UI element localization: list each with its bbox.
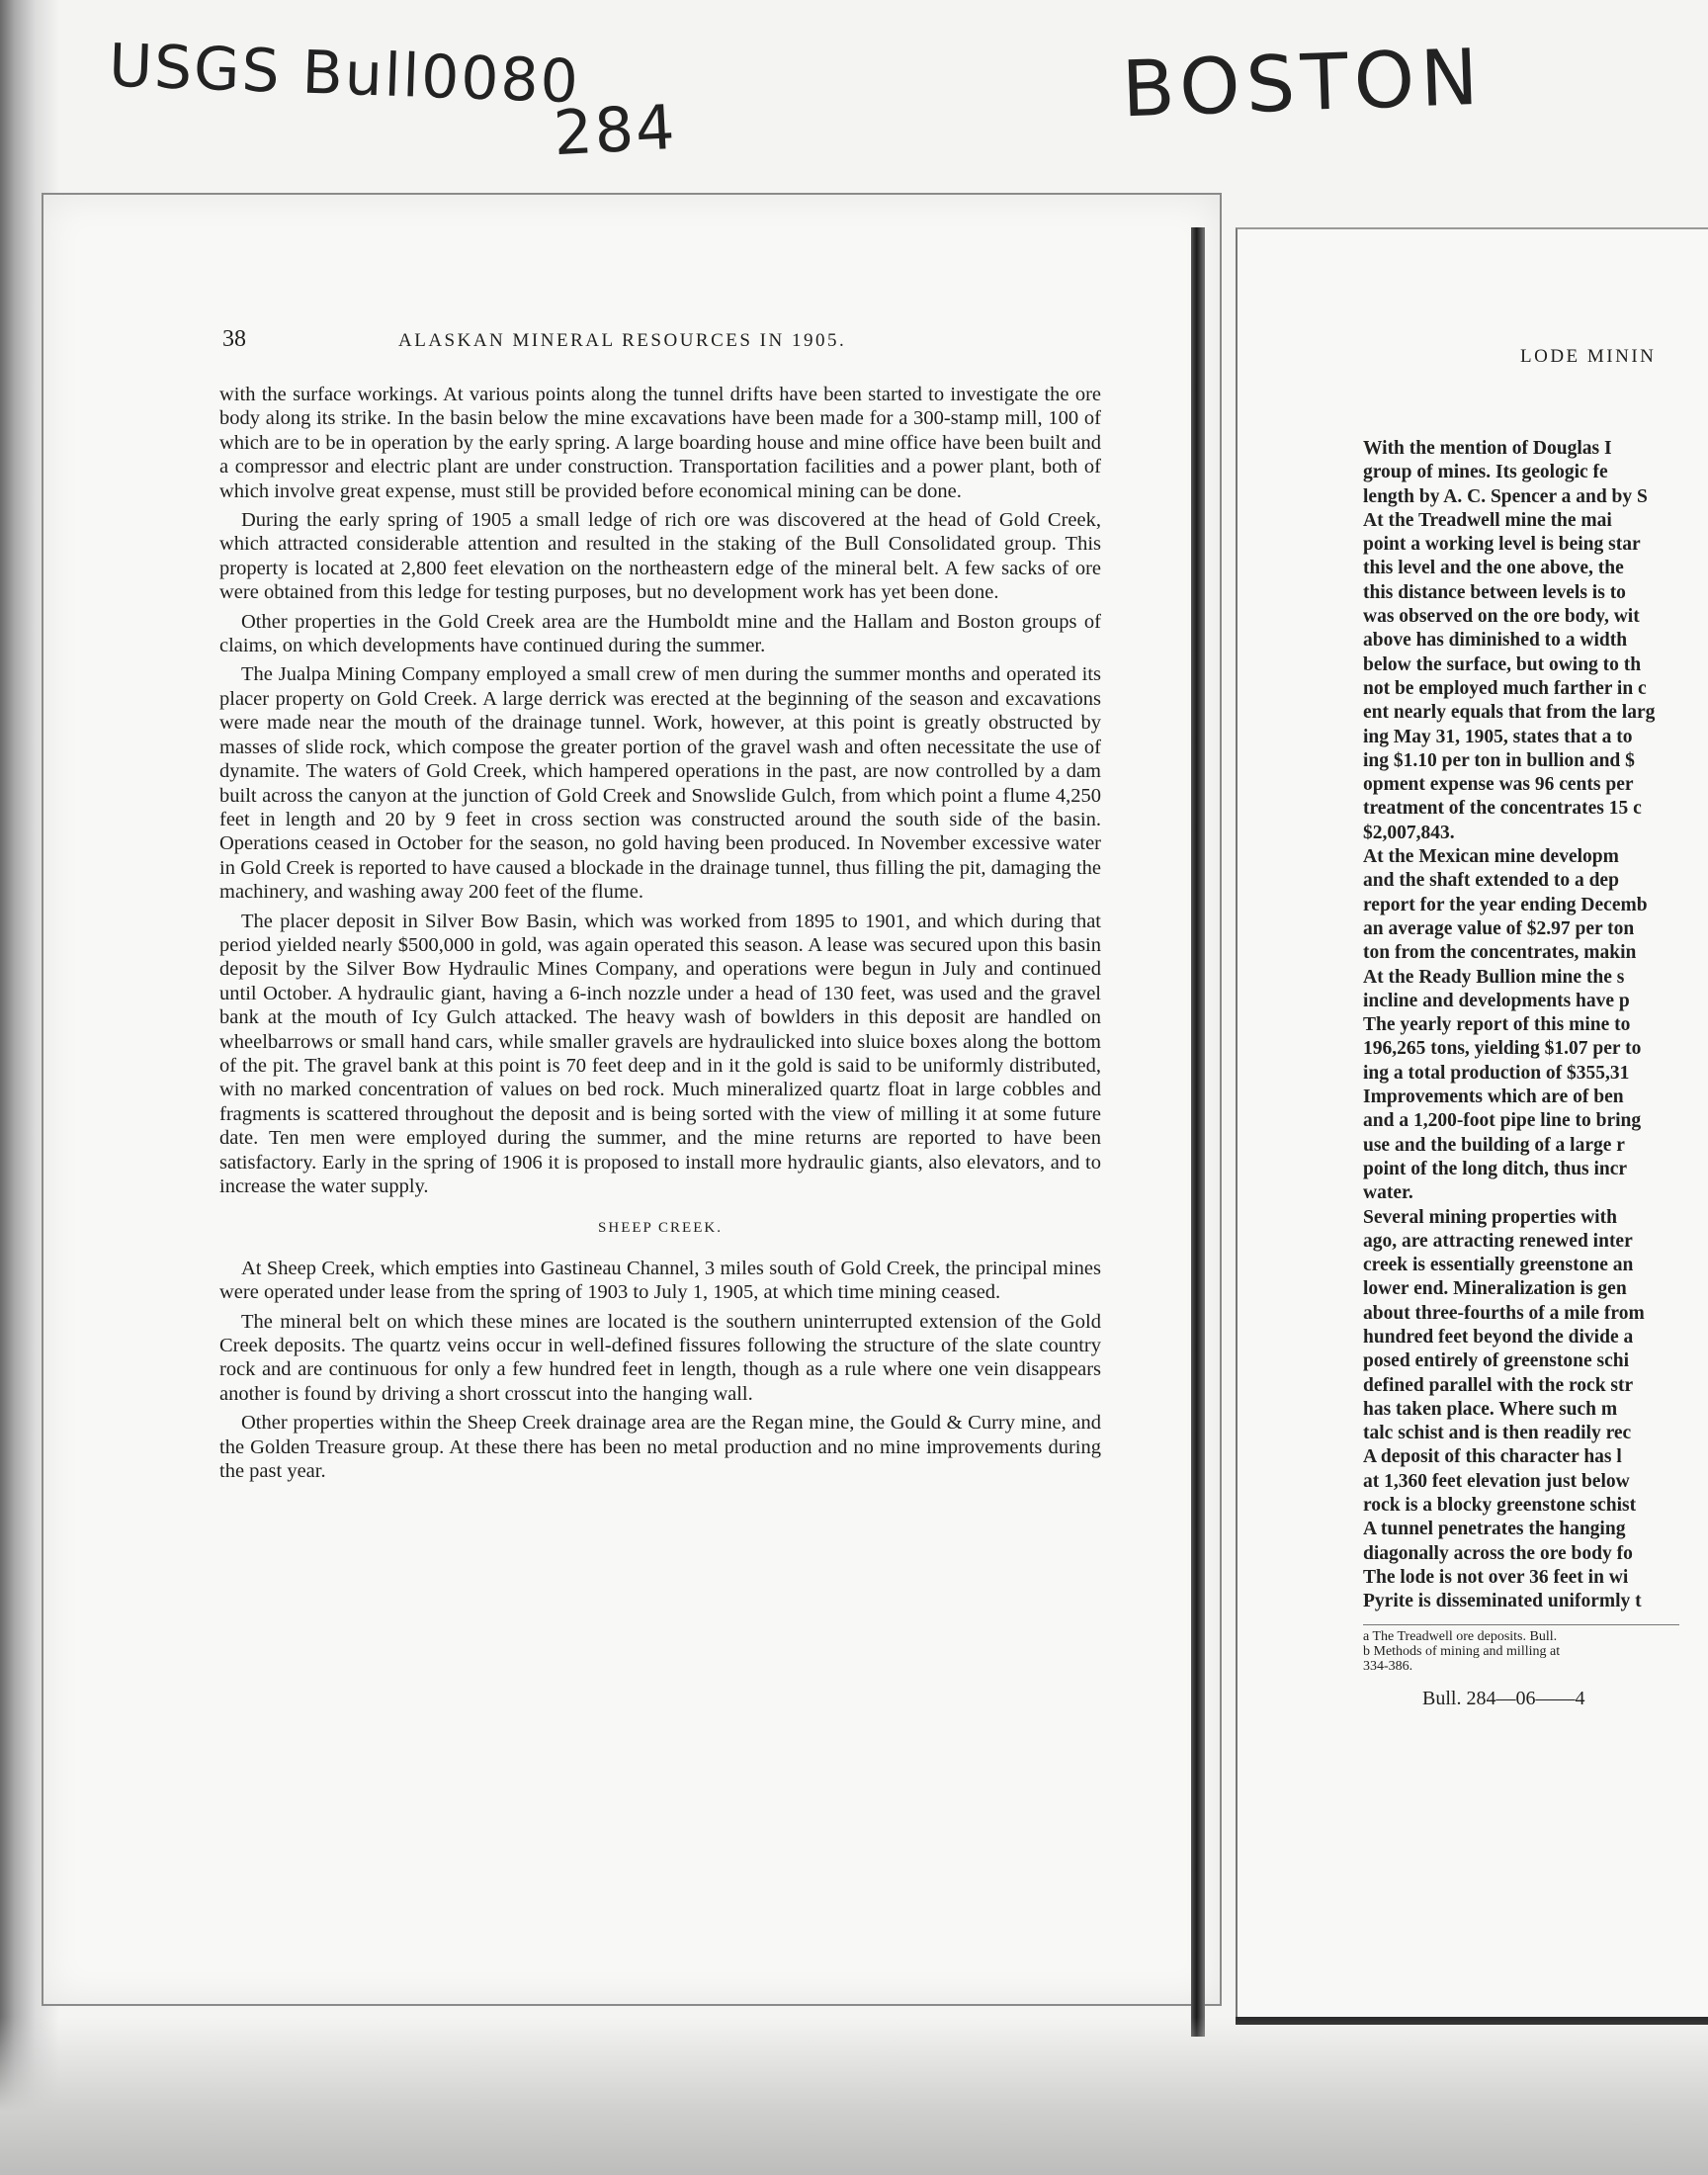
handwritten-reference: USGS Bull0080 [107, 31, 581, 118]
right-page-line: At the Mexican mine developm [1363, 846, 1619, 868]
right-page-line: use and the building of a large r [1363, 1134, 1625, 1156]
right-page-line: above has diminished to a width [1363, 630, 1628, 652]
right-page-line: The yearly report of this mine to [1363, 1014, 1631, 1036]
right-page-line: ton from the concentrates, makin [1363, 942, 1637, 964]
right-page-line: Improvements which are of ben [1363, 1087, 1624, 1108]
paragraph: with the surface workings. At various points along the tunnel drifts have been started to investigate the ore body along its strike. In the basin below the mine excavations have been made for a 300-stamp mill, 100 of which are to be in operation by the early spring. A large boarding house and mine office have been built and a compressor and electric plant are under construction. Transportation facilities and a power plant, both of which involve great expense, must still be provided before economical mining can be done. [219, 384, 1101, 502]
handwritten-number: 284 [552, 90, 679, 170]
right-page-line: opment expense was 96 cents per [1363, 774, 1634, 796]
left-page-header [222, 326, 1092, 356]
right-page-line: point of the long ditch, thus incr [1363, 1158, 1628, 1179]
right-running-head: LODE MININ [1520, 346, 1657, 367]
paragraph: During the early spring of 1905 a small ledge of rich ore was discovered at the head of Gold Creek, which attracted considerable attention and resulted in the staking of the Bull Consolidated group. This property is located at 2,800 feet elevation on the northeastern edge of the mineral belt. A few sacks of ore were obtained from this ledge for testing purposes, but no development work has yet been done. [219, 509, 1101, 604]
right-page-line: $2,007,843. [1363, 822, 1455, 843]
handwritten-name: BOSTON [1120, 33, 1486, 135]
right-page-line: report for the year ending Decemb [1363, 894, 1648, 915]
scan-shadow-bottom [0, 2017, 1708, 2175]
footnote: a The Treadwell ore deposits. Bull. [1363, 1628, 1558, 1644]
right-page-line: Pyrite is disseminated uniformly t [1363, 1591, 1642, 1612]
right-page-line: this level and the one above, the [1363, 558, 1624, 579]
right-page-line: length by A. C. Spencer a and by S [1363, 485, 1648, 507]
right-page-line: hundred feet beyond the divide a [1363, 1326, 1634, 1348]
paragraph: The mineral belt on which these mines are located is the southern uninterrupted extension of the Gold Creek deposits. The quartz veins occur in well-defined fissures following the structure of the slate country rock and are continuous for only a few hundred feet in length, though as a rule where one vein disappears another is found by driving a short crosscut into the hanging wall. [219, 1310, 1101, 1405]
paragraph: The Jualpa Mining Company employed a small crew of men during the summer months and operated its placer property on Gold Creek. A large derrick was erected at the beginning of the season and excavations were made near the mouth of the drainage tunnel. Work, however, at this point is greatly obstructed by masses of slide rock, which compose the greater portion of the gravel wash and often necessitate the use of dynamite. The waters of Gold Creek, which hampered operations in the past, are now controlled by a dam built across the canyon at the junction of Gold Creek and Snowslide Gulch, from which point a flume 4,250 feet in length and 20 by 9 feet in cross section was constructed around the south side of the basin. Operations ceased in October for the season, no gold having been produced. In November excessive water in Gold Creek is reported to have caused a blockade in the drainage tunnel, thus filling the pit, damaging the machinery, and washing away 200 feet of the flume. [219, 663, 1101, 904]
right-page-line: incline and developments have p [1363, 990, 1630, 1011]
right-page-line: creek is essentially greenstone an [1363, 1255, 1634, 1276]
right-page-line: A deposit of this character has l [1363, 1446, 1622, 1468]
section-heading: SHEEP CREEK. [598, 1220, 723, 1237]
right-page-line: ago, are attracting renewed inter [1363, 1230, 1633, 1252]
paragraph: Other properties in the Gold Creek area are the Humboldt mine and the Hallam and Boston groups of claims, on which developments have continued during the summer. [219, 610, 1101, 657]
right-page-line: this distance between levels is to [1363, 581, 1626, 603]
right-page-line: posed entirely of greenstone schi [1363, 1350, 1630, 1372]
right-page-line: at 1,360 feet elevation just below [1363, 1470, 1630, 1492]
right-page-line: below the surface, but owing to th [1363, 653, 1642, 675]
right-page-footnotes [1363, 1624, 1679, 1674]
right-page-line: lower end. Mineralization is gen [1363, 1278, 1627, 1300]
right-page-line: diagonally across the ore body fo [1363, 1542, 1633, 1564]
right-page-line: ing a total production of $355,31 [1363, 1062, 1630, 1084]
right-page-body [1363, 437, 1708, 1710]
right-page-line: point a working level is being star [1363, 534, 1641, 556]
left-page-body [219, 383, 1101, 1488]
page-fold [1191, 227, 1205, 2037]
right-page-line: and a 1,200-foot pipe line to bring [1363, 1110, 1642, 1132]
right-page-sheet [1236, 227, 1708, 2019]
right-page-line: rock is a blocky greenstone schist [1363, 1495, 1637, 1517]
right-page-line: treatment of the concentrates 15 c [1363, 798, 1642, 820]
paragraph: Other properties within the Sheep Creek drainage area are the Regan mine, the Gould & Curry mine, and the Golden Treasure group. At these there has been no metal production and no mine improvements during the past year. [219, 1412, 1101, 1483]
right-page-line: group of mines. Its geologic fe [1363, 462, 1608, 483]
footnote: b Methods of mining and milling at [1363, 1643, 1561, 1659]
right-page-lines [1363, 437, 1708, 1614]
right-page-line: ing May 31, 1905, states that a to [1363, 726, 1633, 747]
signature-mark: Bull. 284—06——4 [1422, 1687, 1585, 1709]
right-page-line: At the Treadwell mine the mai [1363, 509, 1612, 531]
page-number: 38 [222, 326, 246, 352]
right-page-line: not be employed much farther in c [1363, 677, 1647, 699]
right-page-line: talc schist and is then readily rec [1363, 1423, 1632, 1444]
right-page-line: ing $1.10 per ton in bullion and $ [1363, 749, 1635, 771]
right-page-line: water. [1363, 1182, 1413, 1204]
right-page-line: has taken place. Where such m [1363, 1398, 1618, 1420]
running-head: ALASKAN MINERAL RESOURCES IN 1905. [398, 330, 847, 351]
right-page-line: A tunnel penetrates the hanging [1363, 1519, 1626, 1540]
right-page-line: With the mention of Douglas I [1363, 438, 1612, 459]
paragraph: The placer deposit in Silver Bow Basin, which was worked from 1895 to 1901, and which during that period yielded nearly $500,000 in gold, was again operated this season. A lease was secured upon this basin deposit by the Silver Bow Hydraulic Mines Company, and operations were begun in July and continued until October. A hydraulic giant, having a 6-inch nozzle under a head of 130 feet, was used and the gravel bank at the mouth of Icy Gulch attacked. The heavy wash of bowlders in this deposit are handled on wheelbarrows or small hand cars, while smaller gravels are hydraulicked into sluice boxes along the bottom of the pit. The gravel bank at this point is 70 feet deep and in it the gold is said to be uniformly distributed, with no marked concentration of values on bed rock. Much mineralized quartz float in large cobbles and fragments is scattered throughout the deposit and is being sorted with the view of milling it at some future date. Ten men were employed during the summer, and the mine returns are reported to have been satisfactory. Early in the spring of 1906 it is proposed to install more hydraulic giants, also elevators, and to increase the water supply. [219, 910, 1101, 1197]
right-page-line: an average value of $2.97 per ton [1363, 917, 1635, 939]
right-page-line: 196,265 tons, yielding $1.07 per to [1363, 1038, 1642, 1060]
paragraph: At Sheep Creek, which empties into Gastineau Channel, 3 miles south of Gold Creek, the principal mines were operated under lease from the spring of 1903 to July 1, 1905, at which time mining ceased. [219, 1257, 1101, 1304]
right-page-line: defined parallel with the rock str [1363, 1374, 1634, 1396]
right-page-line: At the Ready Bullion mine the s [1363, 966, 1625, 988]
right-page-line: was observed on the ore body, wit [1363, 606, 1640, 628]
footnote: 334-386. [1363, 1658, 1413, 1674]
right-page-line: about three-fourths of a mile from [1363, 1302, 1645, 1324]
right-page-line: The lode is not over 36 feet in wi [1363, 1566, 1629, 1588]
right-page-line: ent nearly equals that from the larg [1363, 702, 1656, 724]
right-page-line: and the shaft extended to a dep [1363, 870, 1619, 892]
right-page-line: Several mining properties with [1363, 1206, 1617, 1228]
